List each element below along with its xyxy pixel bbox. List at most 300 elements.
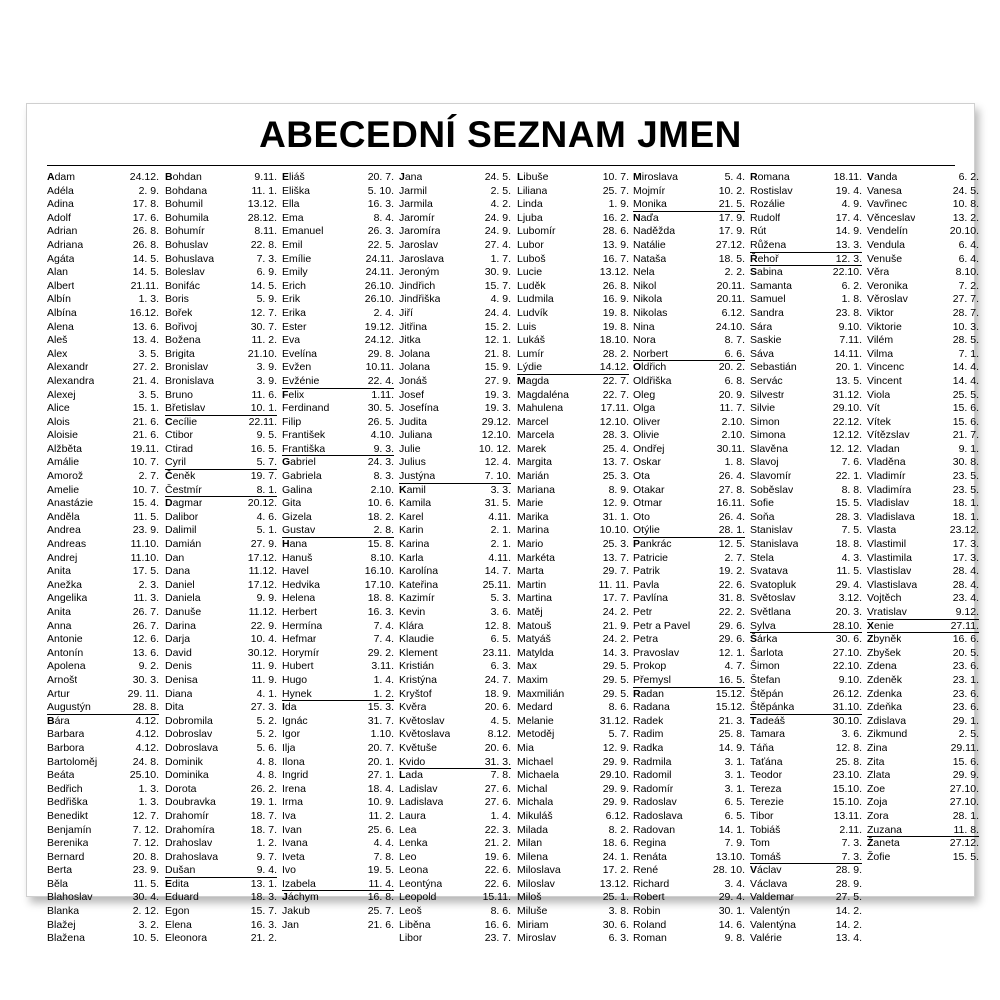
- name-day-date: 21. 2.: [484, 837, 511, 850]
- name-entry: [867, 443, 979, 457]
- name-day-date: 25. 8.: [835, 755, 862, 768]
- name-day-date: 1. 3.: [138, 293, 159, 306]
- name-entry: [633, 932, 745, 946]
- name-entry: [282, 456, 394, 470]
- name-day-date: 14. 4.: [952, 361, 979, 374]
- name-text: Ivana: [282, 837, 308, 850]
- name-day-date: 13.11.: [833, 809, 862, 822]
- name-day-date: 13. 3.: [835, 238, 862, 251]
- title-divider: [47, 165, 955, 166]
- name-text: Angelika: [47, 592, 88, 605]
- name-entry: [47, 728, 159, 742]
- name-entry: [633, 592, 745, 606]
- name-entry: [517, 280, 629, 294]
- name-entry: [399, 253, 511, 267]
- name-entry: [517, 891, 629, 905]
- name-day-date: 2. 1.: [490, 524, 511, 537]
- name-text: Kristýna: [399, 673, 437, 686]
- name-entry: [47, 239, 159, 253]
- name-day-date: 6. 3.: [490, 660, 511, 673]
- name-day-date: 5. 9.: [256, 293, 277, 306]
- name-text: Pavlína: [633, 592, 669, 605]
- name-day-date: 2. 7.: [138, 470, 159, 483]
- name-entry: [867, 565, 979, 579]
- name-entry: [47, 456, 159, 470]
- name-entry: [47, 756, 159, 770]
- name-day-date: 15. 7.: [250, 905, 277, 918]
- name-day-date: 13. 6.: [132, 646, 159, 659]
- name-day-date: 30. 7.: [250, 320, 277, 333]
- name-text: Anežka: [47, 578, 83, 591]
- name-entry: [517, 878, 629, 892]
- name-entry: [282, 307, 394, 321]
- name-text: Irma: [282, 796, 303, 809]
- name-column: [867, 171, 979, 864]
- name-entry: [750, 620, 862, 634]
- name-day-date: 12. 8.: [835, 741, 862, 754]
- name-text: Zora: [867, 809, 889, 822]
- name-entry: [282, 524, 394, 538]
- name-day-date: 13.12.: [599, 266, 629, 279]
- name-day-date: 22. 9.: [250, 619, 277, 632]
- name-entry: [47, 484, 159, 498]
- name-entry: [867, 185, 979, 199]
- name-text: Augustýn: [47, 701, 91, 714]
- name-entry: [750, 878, 862, 892]
- name-day-date: 14. 7.: [484, 565, 511, 578]
- name-entry: [633, 864, 745, 878]
- name-text: Bronislav: [165, 361, 209, 374]
- name-day-date: 14. 1.: [718, 823, 745, 836]
- name-entry: [867, 511, 979, 525]
- name-text: Samuel: [750, 293, 786, 306]
- name-day-date: 29. 9.: [602, 782, 629, 795]
- name-text: Viktor: [867, 306, 894, 319]
- name-text: Renáta: [633, 850, 667, 863]
- name-day-date: 19. 6.: [484, 850, 511, 863]
- name-text: Klement: [399, 646, 438, 659]
- name-entry: [633, 851, 745, 865]
- name-entry: [47, 932, 159, 946]
- name-entry: [165, 171, 277, 185]
- name-day-date: 17. 6.: [132, 211, 159, 224]
- name-text: Patricie: [633, 551, 669, 564]
- name-text: Matyáš: [517, 633, 551, 646]
- name-entry: [750, 579, 862, 593]
- name-entry: [47, 633, 159, 647]
- name-text: Andrea: [47, 524, 81, 537]
- name-day-date: 2. 12.: [132, 905, 159, 918]
- name-entry: [867, 253, 979, 267]
- name-day-date: 21.11.: [130, 279, 159, 292]
- name-day-date: 9. 2.: [138, 660, 159, 673]
- name-entry: [165, 334, 277, 348]
- name-text: Žofie: [867, 850, 891, 863]
- name-entry: [750, 688, 862, 702]
- name-day-date: 17. 5.: [132, 565, 159, 578]
- name-entry: [47, 810, 159, 824]
- name-text: Slavoj: [750, 456, 779, 469]
- name-entry: [633, 620, 745, 634]
- name-day-date: 18. 6.: [602, 837, 629, 850]
- name-text: Silvestr: [750, 388, 785, 401]
- name-text: Gustav: [282, 524, 316, 537]
- name-text: Jáchym: [282, 891, 319, 904]
- name-day-date: 5. 2.: [256, 728, 277, 741]
- name-text: Zdislava: [867, 714, 907, 727]
- name-text: Zdena: [867, 660, 897, 673]
- name-entry: [517, 919, 629, 933]
- name-text: Sára: [750, 320, 773, 333]
- name-day-date: 4.12.: [135, 714, 159, 727]
- name-day-date: 15. 3.: [367, 701, 394, 714]
- name-text: Benjamín: [47, 823, 92, 836]
- name-text: Julie: [399, 442, 421, 455]
- name-day-date: 27.10.: [949, 782, 979, 795]
- name-entry: [399, 511, 511, 525]
- name-entry: [399, 307, 511, 321]
- name-day-date: 26. 3.: [367, 225, 394, 238]
- name-entry: [517, 361, 629, 375]
- name-entry: [633, 348, 745, 362]
- name-text: Gabriela: [282, 470, 322, 483]
- name-text: Apolena: [47, 660, 86, 673]
- name-day-date: 4.10.: [370, 429, 394, 442]
- name-day-date: 30. 8.: [952, 456, 979, 469]
- name-entry: [282, 552, 394, 566]
- name-text: Ondřej: [633, 442, 665, 455]
- name-day-date: 17. 9.: [718, 211, 745, 224]
- name-text: Alexandr: [47, 361, 89, 374]
- name-text: Oldřich: [633, 361, 667, 374]
- name-text: Nora: [633, 334, 656, 347]
- name-text: Marcel: [517, 415, 549, 428]
- name-text: Lada: [399, 769, 423, 782]
- name-day-date: 15. 8.: [367, 538, 394, 551]
- name-text: Jindřich: [399, 279, 436, 292]
- name-day-date: 29. 5.: [602, 660, 629, 673]
- name-text: Ljuba: [517, 211, 543, 224]
- name-entry: [47, 321, 159, 335]
- name-entry: [517, 524, 629, 538]
- name-text: Ivan: [282, 823, 302, 836]
- name-text: Zikmund: [867, 728, 908, 741]
- name-day-date: 10. 1.: [250, 402, 277, 415]
- name-text: Emil: [282, 238, 303, 251]
- name-entry: [282, 253, 394, 267]
- name-day-date: 20. 7.: [367, 741, 394, 754]
- name-text: Vilma: [867, 347, 894, 360]
- name-text: Melanie: [517, 714, 554, 727]
- name-entry: [517, 837, 629, 851]
- name-day-date: 13. 1.: [250, 877, 277, 890]
- name-entry: [867, 728, 979, 742]
- name-text: Dominik: [165, 755, 203, 768]
- name-day-date: 4. 2.: [490, 198, 511, 211]
- name-text: Taťána: [750, 755, 783, 768]
- name-text: Květoslav: [399, 714, 445, 727]
- name-day-date: 5. 3.: [490, 592, 511, 605]
- name-text: Regina: [633, 837, 667, 850]
- name-entry: [399, 293, 511, 307]
- name-entry: [517, 783, 629, 797]
- name-entry: [399, 742, 511, 756]
- name-entry: [282, 402, 394, 416]
- name-text: Eliška: [282, 184, 311, 197]
- name-entry: [867, 416, 979, 430]
- name-text: Drahoslav: [165, 837, 213, 850]
- name-text: Štěpán: [750, 687, 784, 700]
- name-text: Denis: [165, 660, 192, 673]
- name-entry: [750, 783, 862, 797]
- name-text: Luděk: [517, 279, 546, 292]
- name-day-date: 10. 8.: [952, 198, 979, 211]
- name-day-date: 1.10.: [370, 728, 394, 741]
- name-day-date: 29.10.: [599, 769, 629, 782]
- name-text: Libuše: [517, 171, 549, 183]
- name-day-date: 24. 5.: [484, 171, 511, 183]
- name-text: Kevin: [399, 606, 426, 618]
- name-entry: [47, 688, 159, 702]
- name-day-date: 11. 5.: [133, 510, 159, 523]
- name-text: Dalimil: [165, 524, 197, 537]
- name-text: Robert: [633, 891, 665, 904]
- name-text: Leopold: [399, 891, 437, 904]
- name-entry: [633, 565, 745, 579]
- name-entry: [633, 715, 745, 729]
- name-day-date: 26. 5.: [367, 415, 394, 428]
- name-text: Slavěna: [750, 442, 788, 455]
- name-day-date: 20. 1.: [835, 361, 862, 374]
- name-text: Ida: [282, 701, 297, 714]
- name-text: Nina: [633, 320, 655, 333]
- name-entry: [750, 633, 862, 647]
- name-day-date: 3. 1.: [724, 782, 745, 795]
- name-text: Zdenka: [867, 687, 903, 700]
- name-entry: [282, 715, 394, 729]
- name-entry: [867, 824, 979, 838]
- name-day-date: 12. 6.: [132, 633, 159, 646]
- name-day-date: 3. 6.: [490, 606, 511, 618]
- name-text: Michael: [517, 755, 554, 768]
- name-text: Rút: [750, 225, 767, 238]
- name-day-date: 11.12.: [248, 606, 277, 618]
- name-day-date: 4.12.: [135, 741, 159, 754]
- name-text: Zoe: [867, 782, 886, 795]
- name-entry: [517, 701, 629, 715]
- name-entry: [867, 361, 979, 375]
- name-day-date: 3. 5.: [138, 347, 159, 360]
- name-day-date: 16. 6.: [952, 633, 979, 646]
- name-text: Radovan: [633, 823, 676, 836]
- name-entry: [633, 484, 745, 498]
- name-text: Anastázie: [47, 497, 94, 510]
- name-entry: [282, 891, 394, 905]
- name-entry: [517, 633, 629, 647]
- name-entry: [517, 402, 629, 416]
- name-entry: [165, 891, 277, 905]
- name-day-date: 7. 1.: [958, 347, 979, 360]
- name-text: Květuše: [399, 741, 437, 754]
- name-text: Kazimír: [399, 592, 435, 605]
- name-text: Emily: [282, 266, 308, 279]
- name-day-date: 21. 6.: [132, 415, 159, 428]
- name-day-date: 14. 5.: [132, 252, 159, 265]
- name-entry: [165, 402, 277, 416]
- name-day-date: 19.11.: [130, 442, 159, 455]
- name-day-date: 24.10.: [715, 320, 745, 333]
- name-entry: [282, 647, 394, 661]
- name-text: Bruno: [165, 388, 194, 401]
- name-day-date: 24.12.: [129, 171, 159, 183]
- name-text: Gizela: [282, 510, 312, 523]
- name-text: Alexej: [47, 388, 76, 401]
- name-entry: [165, 470, 277, 484]
- name-text: Norbert: [633, 347, 669, 360]
- name-day-date: 27. 9.: [484, 374, 511, 387]
- name-text: Helena: [282, 592, 316, 605]
- name-day-date: 1. 4.: [490, 809, 511, 822]
- name-day-date: 18. 7.: [250, 809, 277, 822]
- name-entry: [47, 851, 159, 865]
- name-entry: [750, 416, 862, 430]
- name-text: Jaromíra: [399, 225, 441, 238]
- name-entry: [399, 348, 511, 362]
- name-text: Nikolas: [633, 306, 668, 319]
- name-text: Anita: [47, 565, 71, 578]
- name-text: Ladislava: [399, 796, 444, 809]
- name-entry: [282, 796, 394, 810]
- name-text: Michala: [517, 796, 554, 809]
- name-entry: [517, 579, 629, 593]
- name-day-date: 16. 3.: [250, 918, 277, 931]
- name-day-date: 11. 4.: [368, 877, 394, 890]
- name-text: Albína: [47, 306, 77, 319]
- name-text: Jitka: [399, 334, 421, 347]
- name-day-date: 11. 2.: [251, 334, 277, 347]
- name-day-date: 12.10.: [599, 415, 629, 428]
- name-text: Servác: [750, 374, 783, 387]
- name-text: Vladan: [867, 442, 900, 455]
- name-text: Margita: [517, 456, 553, 469]
- name-text: Břetislav: [165, 402, 206, 415]
- name-day-date: 23.12.: [949, 524, 979, 537]
- name-entry: [517, 810, 629, 824]
- name-entry: [399, 756, 511, 770]
- name-entry: [517, 171, 629, 185]
- name-entry: [165, 538, 277, 552]
- name-day-date: 17. 2.: [602, 864, 629, 877]
- name-text: Michaela: [517, 769, 560, 782]
- name-text: Petr a Pavel: [633, 619, 691, 632]
- name-day-date: 30. 6.: [602, 918, 629, 931]
- name-text: Drahoslava: [165, 850, 219, 863]
- name-entry: [165, 565, 277, 579]
- name-day-date: 15. 7.: [484, 279, 511, 292]
- name-entry: [165, 647, 277, 661]
- name-text: Dalibor: [165, 510, 199, 523]
- name-day-date: 16. 5.: [718, 673, 745, 686]
- name-text: Alžběta: [47, 442, 83, 455]
- name-text: Bohdan: [165, 171, 202, 183]
- name-entry: [750, 321, 862, 335]
- name-entry: [867, 429, 979, 443]
- name-day-date: 7. 8.: [373, 850, 394, 863]
- name-day-date: 27.12.: [715, 238, 745, 251]
- name-day-date: 24. 1.: [602, 850, 629, 863]
- name-entry: [633, 470, 745, 484]
- name-day-date: 13.12.: [247, 198, 277, 211]
- name-day-date: 20.11.: [716, 293, 745, 306]
- name-entry: [633, 185, 745, 199]
- name-day-date: 21. 6.: [132, 429, 159, 442]
- name-day-date: 2.10.: [721, 429, 745, 442]
- name-entry: [867, 660, 979, 674]
- name-text: Barbora: [47, 741, 85, 754]
- name-text: Jaroslava: [399, 252, 444, 265]
- name-day-date: 18. 4.: [367, 782, 394, 795]
- name-entry: [399, 239, 511, 253]
- name-entry: [867, 620, 979, 634]
- name-day-date: 26. 8.: [132, 225, 159, 238]
- name-entry: [633, 919, 745, 933]
- name-entry: [282, 416, 394, 430]
- name-day-date: 28. 9.: [835, 877, 862, 890]
- name-entry: [47, 864, 159, 878]
- name-day-date: 18.11.: [833, 171, 862, 183]
- name-text: Elena: [165, 918, 192, 931]
- name-day-date: 26. 7.: [132, 619, 159, 632]
- name-day-date: 28.12.: [247, 211, 277, 224]
- name-day-date: 5. 1.: [256, 524, 277, 537]
- name-entry: [517, 905, 629, 919]
- name-day-date: 10.10.: [599, 524, 629, 537]
- name-day-date: 17. 8.: [132, 198, 159, 211]
- name-entry: [47, 769, 159, 783]
- name-text: Jitřina: [399, 320, 428, 333]
- name-entry: [165, 633, 277, 647]
- name-day-date: 27.11.: [950, 619, 979, 632]
- name-entry: [47, 511, 159, 525]
- name-entry: [867, 239, 979, 253]
- name-entry: [47, 742, 159, 756]
- name-day-date: 15. 6.: [952, 415, 979, 428]
- name-text: Miloš: [517, 891, 542, 904]
- name-day-date: 25. 7.: [367, 905, 394, 918]
- name-day-date: 19. 8.: [602, 320, 629, 333]
- name-day-date: 7.11.: [839, 334, 862, 347]
- name-day-date: 6.12.: [721, 306, 745, 319]
- name-entry: [282, 742, 394, 756]
- name-day-date: 11. 9.: [251, 660, 277, 673]
- name-text: Gabriel: [282, 456, 316, 469]
- name-entry: [165, 701, 277, 715]
- name-day-date: 22. 6.: [718, 578, 745, 591]
- name-text: Zina: [867, 741, 888, 754]
- name-day-date: 31.12.: [599, 714, 629, 727]
- name-day-date: 26.12.: [832, 687, 862, 700]
- name-day-date: 31.12.: [832, 388, 862, 401]
- name-day-date: 18.10.: [599, 334, 629, 347]
- name-text: Šarlota: [750, 646, 784, 659]
- name-text: Amálie: [47, 456, 80, 469]
- name-day-date: 24. 2.: [602, 606, 629, 618]
- name-day-date: 23. 6.: [952, 687, 979, 700]
- name-text: Darja: [165, 633, 191, 646]
- name-day-date: 16. 6.: [484, 918, 511, 931]
- name-day-date: 29. 4.: [835, 578, 862, 591]
- name-entry: [750, 212, 862, 226]
